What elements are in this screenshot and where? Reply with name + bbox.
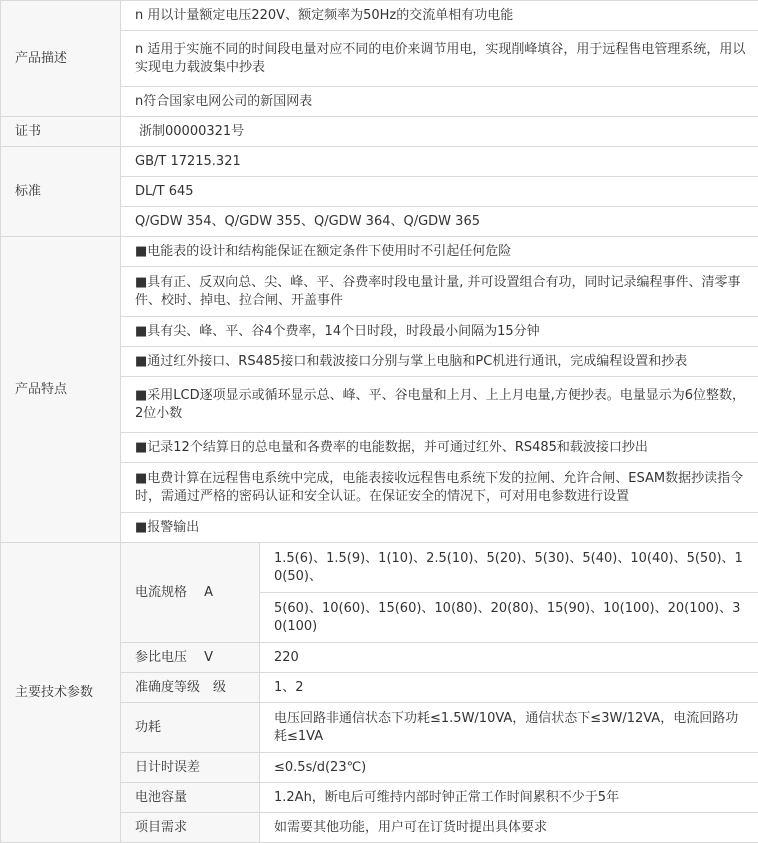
daily-error-label: 日计时误差 xyxy=(121,753,260,783)
certificate-label: 证书 xyxy=(1,117,121,147)
battery-value: 1.2Ah，断电后可维持内部时钟正常工作时间累积不少于5年 xyxy=(260,783,758,813)
feature-row-8: ■报警输出 xyxy=(121,513,758,543)
feature-row-7: ■电费计算在远程售电系统中完成，电能表接收远程售电系统下发的拉闸、允许合闸、ESAM数据抄读指令时，需通过严格的密码认证和安全认证。在保证安全的情况下，可对用电参数进行设置 xyxy=(121,463,758,513)
feature-row-1: ■电能表的设计和结构能保证在额定条件下使用时不引起任何危险 xyxy=(121,237,758,267)
power-value: 电压回路非通信状态下功耗≤1.5W/10VA，通信状态下≤3W/12VA，电流回路功耗≤1VA xyxy=(260,703,758,753)
feature-row-6: ■记录12个结算日的总电量和各费率的电能数据，并可通过红外、RS485和载波接口抄出 xyxy=(121,433,758,463)
certificate-value: 浙制00000321号 xyxy=(121,117,758,147)
current-spec-row-1: 1.5(6)、1.5(9)、1(10)、2.5(10)、5(20)、5(30)、5(40)、10(40)、5(50)、10(50)、 xyxy=(260,543,758,593)
feature-row-5-emphasis: 6位整数，2位小数 xyxy=(135,387,746,421)
feature-row-3: ■具有尖、峰、平、谷4个费率，14个日时段，时段最小间隔为15分钟 xyxy=(121,317,758,347)
feature-row-5 xyxy=(121,377,758,433)
battery-label: 电池容量 xyxy=(121,783,260,813)
requirement-label: 项目需求 xyxy=(121,813,260,843)
description-label: 产品描述 xyxy=(1,1,121,117)
table-row xyxy=(1,1,758,31)
feature-row-5-text: ■采用LCD逐项显示或循环显示总、峰、平、谷电量和上月、上上月电量,方便抄表。电量显示为 xyxy=(135,387,685,403)
current-spec-row-2: 5(60)、10(60)、15(60)、10(80)、20(80)、15(90)、10(100)、20(100)、30(100) xyxy=(260,593,758,643)
table-row xyxy=(1,543,758,593)
description-row-2: n 适用于实施不同的时间段电量对应不同的电价来调节用电，实现削峰填谷，用于远程售电管理系统，用以实现电力载波集中抄表 xyxy=(121,31,758,87)
feature-row-2: ■具有正、反双向总、尖、峰、平、谷费率时段电量计量, 并可设置组合有功，同时记录编程事件、清零事件、校时、掉电、拉合闸、开盖事件 xyxy=(121,267,758,317)
table-row xyxy=(1,237,758,267)
standard-label: 标准 xyxy=(1,147,121,237)
description-row-3: n符合国家电网公司的新国网表 xyxy=(121,87,758,117)
standard-row-2: DL/T 645 xyxy=(121,177,758,207)
accuracy-value: 1、2 xyxy=(260,673,758,703)
standard-row-3: Q/GDW 354、Q/GDW 355、Q/GDW 364、Q/GDW 365 xyxy=(121,207,758,237)
table-row xyxy=(1,117,758,147)
table-row xyxy=(1,147,758,177)
params-label: 主要技术参数 xyxy=(1,543,121,843)
requirement-value: 如需要其他功能，用户可在订货时提出具体要求 xyxy=(260,813,758,843)
voltage-label: 参比电压 V xyxy=(121,643,260,673)
accuracy-label: 准确度等级 级 xyxy=(121,673,260,703)
description-row-1: n 用以计量额定电压220V、额定频率为50Hz的交流单相有功电能 xyxy=(121,1,758,31)
standard-row-1: GB/T 17215.321 xyxy=(121,147,758,177)
feature-row-4: ■通过红外接口、RS485接口和载波接口分别与掌上电脑和PC机进行通讯，完成编程设置和抄表 xyxy=(121,347,758,377)
current-spec-label: 电流规格 A xyxy=(121,543,260,643)
power-label: 功耗 xyxy=(121,703,260,753)
voltage-value: 220 xyxy=(260,643,758,673)
daily-error-value: ≤0.5s/d(23℃) xyxy=(260,753,758,783)
features-label: 产品特点 xyxy=(1,237,121,543)
